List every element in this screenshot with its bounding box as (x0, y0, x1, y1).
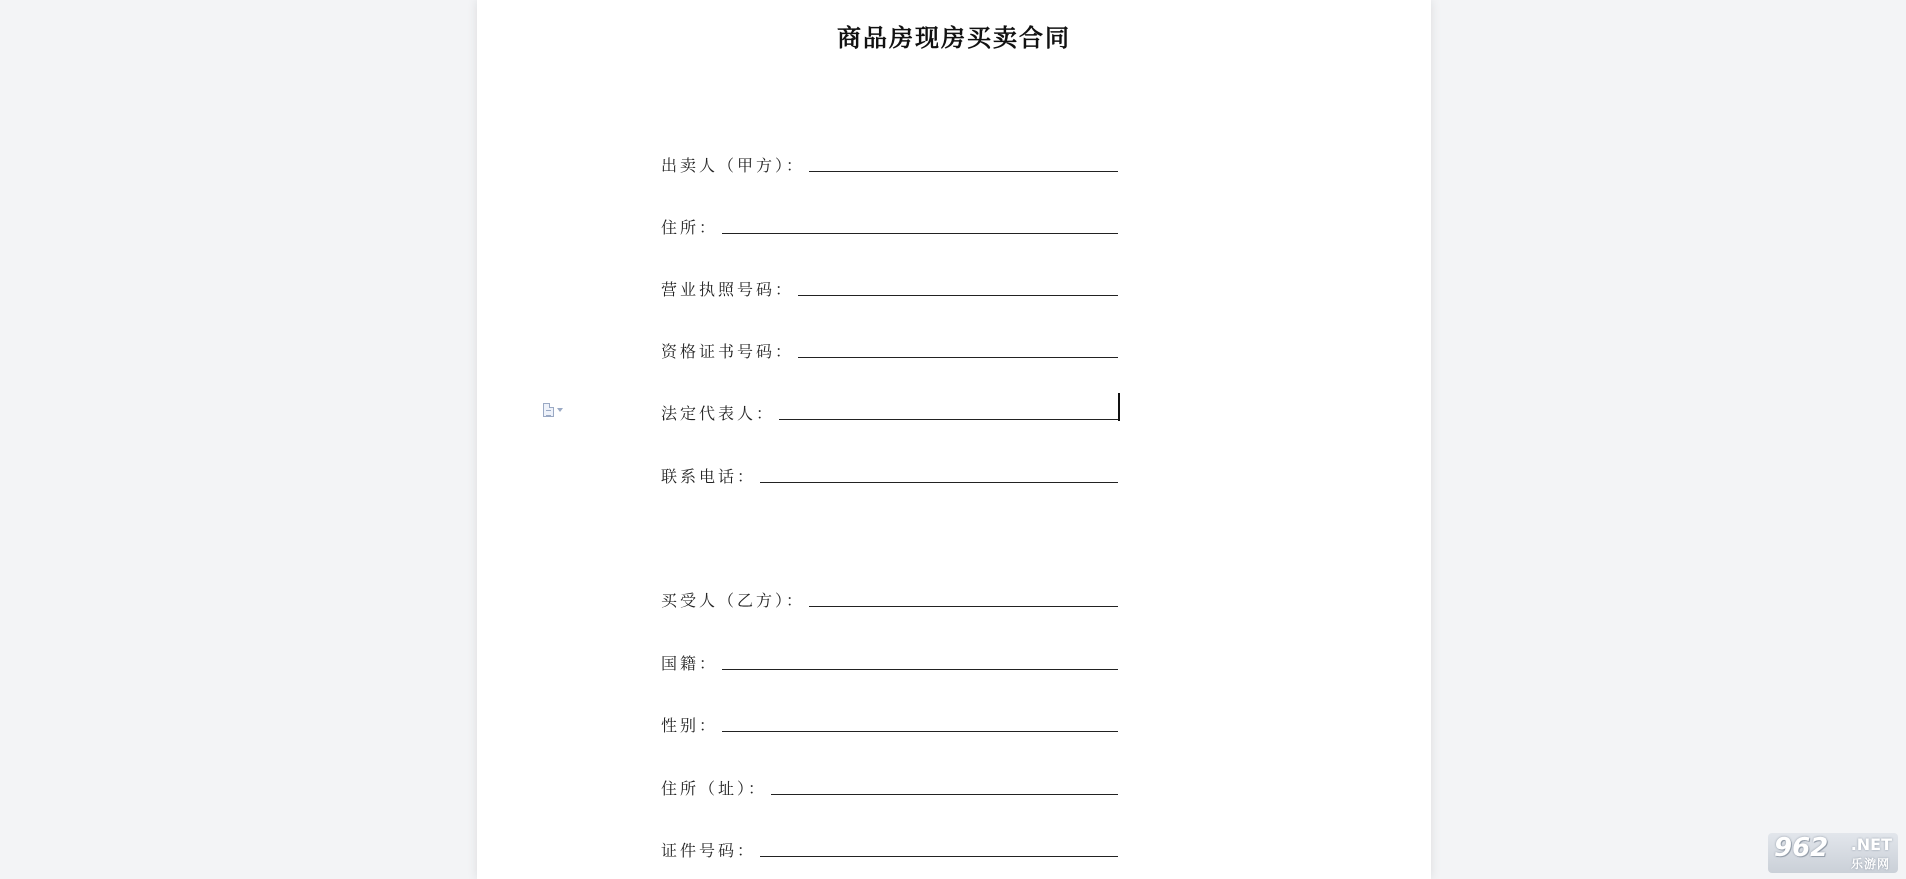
blank-underline[interactable] (798, 339, 1118, 358)
buyer-gender-field[interactable] (661, 709, 1118, 735)
buyer-nationality-field[interactable] (661, 647, 1118, 673)
blank-underline[interactable] (798, 277, 1118, 296)
buyer-name-field[interactable] (661, 584, 1118, 610)
field-label: 性别： (661, 716, 719, 735)
field-label: 资格证书号码： (661, 342, 795, 361)
blank-underline[interactable] (771, 776, 1118, 795)
blank-underline[interactable] (722, 215, 1118, 234)
seller-name-field[interactable] (661, 149, 1118, 175)
field-label: 营业执照号码： (661, 280, 795, 299)
watermark-number: 962 (1774, 833, 1829, 863)
field-label: 法定代表人： (661, 404, 776, 423)
blank-underline[interactable] (760, 838, 1118, 857)
seller-phone-field[interactable] (661, 460, 1118, 486)
document-options-icon[interactable] (543, 401, 573, 419)
blank-underline[interactable] (809, 588, 1118, 607)
field-label: 住所： (661, 218, 719, 237)
watermark-suffix: .NET (1850, 835, 1892, 854)
buyer-address-field[interactable] (661, 772, 1118, 798)
field-label: 出卖人（甲方）： (661, 156, 806, 175)
blank-underline[interactable] (779, 401, 1118, 420)
field-label: 证件号码： (661, 841, 757, 860)
document-page[interactable] (477, 0, 1431, 879)
blank-underline[interactable] (722, 651, 1118, 670)
field-label: 买受人（乙方）： (661, 591, 806, 610)
blank-underline[interactable] (722, 713, 1118, 732)
buyer-id-number-field[interactable] (661, 834, 1118, 860)
qualification-cert-field[interactable] (661, 335, 1118, 361)
chevron-down-icon (557, 408, 563, 412)
site-watermark-logo (1768, 833, 1898, 873)
seller-address-field[interactable] (661, 211, 1118, 237)
field-label: 联系电话： (661, 467, 757, 486)
field-label: 住所（址）： (661, 779, 768, 798)
text-cursor (1118, 393, 1120, 421)
watermark-site-name: 乐游网 (1850, 857, 1890, 871)
document-icon (543, 403, 554, 417)
blank-underline[interactable] (760, 464, 1118, 483)
legal-representative-field[interactable] (661, 397, 1118, 423)
business-license-field[interactable] (661, 273, 1118, 299)
document-title: 商品房现房买卖合同 (837, 23, 1071, 52)
field-label: 国籍： (661, 654, 719, 673)
blank-underline[interactable] (809, 153, 1118, 172)
